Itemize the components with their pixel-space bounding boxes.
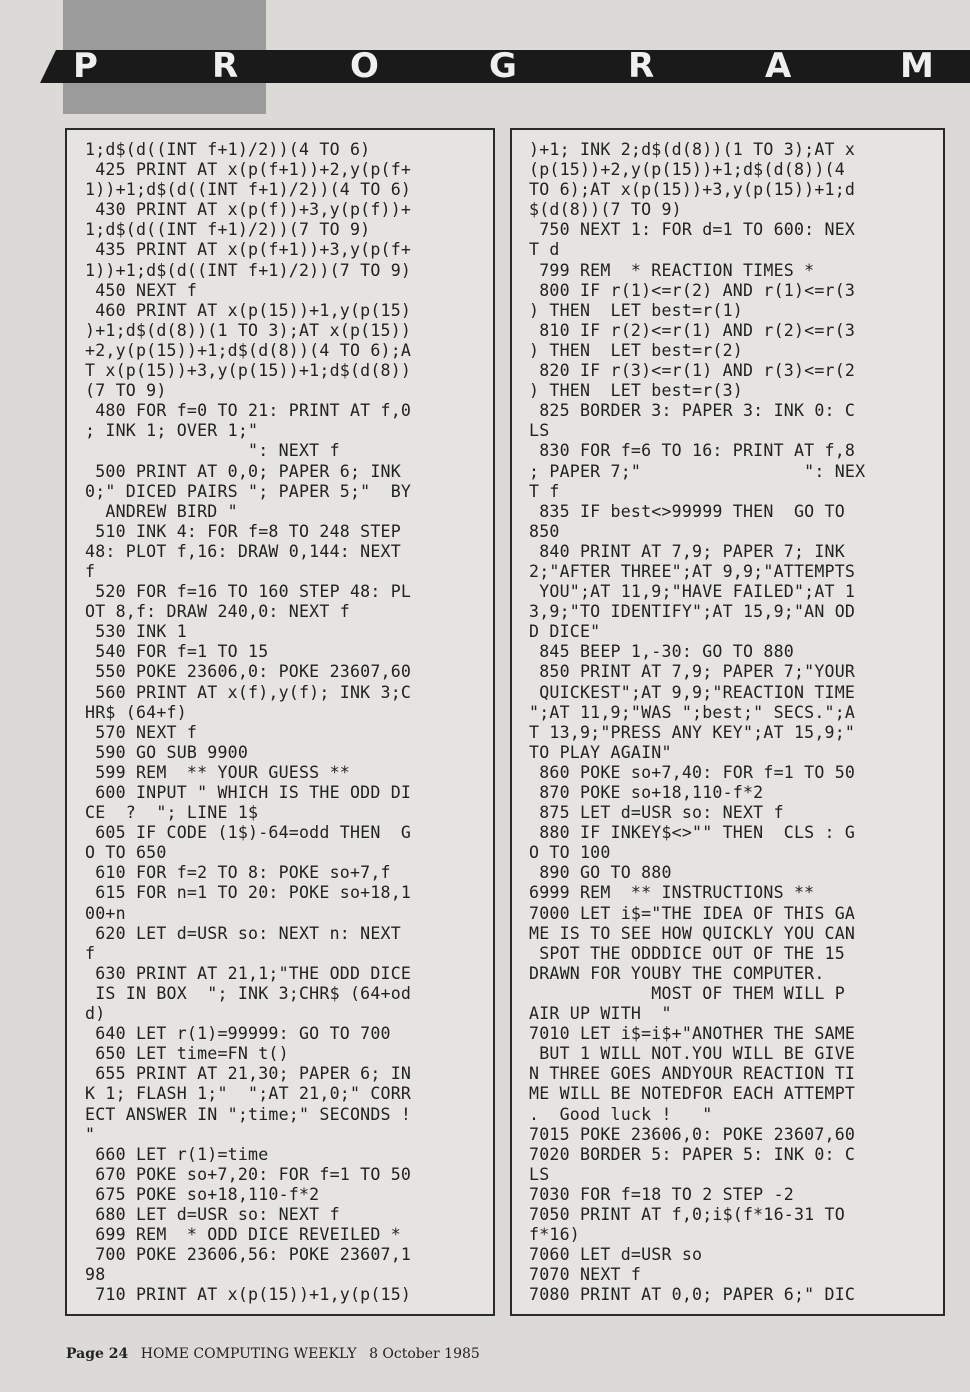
- basic-listing-left: 1;d$(d((INT f+1)/2))(4 TO 6) 425 PRINT AT x(p(f+1))+2,y(p(f+ 1))+1;d$(d((INT f+1)/2))(4 TO 6) 430 PRINT AT x(p(f))+3,y(p(f))+ 1;d$(d((INT f+1)/2))(7 TO 9) 435 PRINT AT x(p(f+1))+3,y(p(f+ 1))+1;d$(d((INT f+1)/2))(7 TO 9) 450 NEXT f 460 PRINT AT x(p(15))+1,y(p(15) )+1;d$(d(8))(1 TO 3);AT x(p(15)) +2,y(p(15))+1;d$(d(8))(4 TO 6);A T x(p(15))+3,y(p(15))+1;d$(d(8)) (7 TO 9) 480 FOR f=0 TO 21: PRINT AT f,0 ; INK 1; OVER 1;" ": NEXT f 500 PRINT AT 0,0; PAPER 6; INK 0;" DICED PAIRS "; PAPER 5;" BY ANDREW BIRD " 510 INK 4: FOR f=8 TO 248 STEP 48: PLOT f,16: DRAW 0,144: NEXT f 520 FOR f=16 TO 160 STEP 48: PL OT 8,f: DRAW 240,0: NEXT f 530 INK 1 540 FOR f=1 TO 15 550 POKE 23606,0: POKE 23607,60 560 PRINT AT x(f),y(f); INK 3;C HR$ (64+f) 570 NEXT f 590 GO SUB 9900 599 REM ** YOUR GUESS ** 600 INPUT " WHICH IS THE ODD DI CE ? "; LINE 1$ 605 IF CODE (1$)-64=odd THEN G O TO 650 610 FOR f=2 TO 8: POKE so+7,f 615 FOR n=1 TO 20: POKE so+18,1 00+n 620 LET d=USR so: NEXT n: NEXT f 630 PRINT AT 21,1;"THE ODD DICE IS IN BOX "; INK 3;CHR$ (64+od d) 640 LET r(1)=99999: GO TO 700 650 LET time=FN t() 655 PRINT AT 21,30; PAPER 6; IN K 1; FLASH 1;" ";AT 21,0;" CORR ECT ANSWER IN ";time;" SECONDS ! " 660 LET r(1)=time 670 POKE so+7,20: FOR f=1 TO 50 675 POKE so+18,110-f*2 680 LET d=USR so: NEXT f 699 REM * ODD DICE REVEILED * 700 POKE 23606,56: POKE 23607,1 98 710 PRINT AT x(p(15))+1,y(p(15): [85, 140, 412, 1305]
- banner-letter: G: [489, 46, 517, 86]
- banner-letter: R: [628, 46, 655, 86]
- listing-column-right: [510, 128, 945, 1316]
- banner-letter: A: [765, 46, 792, 86]
- page-number: Page 24: [66, 1346, 129, 1362]
- banner-letter: R: [212, 46, 239, 86]
- banner-letter: O: [350, 46, 379, 86]
- page-footer: [66, 1346, 488, 1362]
- issue-date: 8 October 1985: [369, 1346, 480, 1362]
- publication-name: HOME COMPUTING WEEKLY: [140, 1346, 357, 1362]
- listing-column-left: [65, 128, 495, 1316]
- banner-letter: M: [900, 46, 934, 86]
- basic-listing-right: )+1; INK 2;d$(d(8))(1 TO 3);AT x (p(15))+2,y(p(15))+1;d$(d(8))(4 TO 6);AT x(p(15))+3,y(p(15))+1;d $(d(8))(7 TO 9) 750 NEXT 1: FOR d=1 TO 600: NEX T d 799 REM * REACTION TIMES * 800 IF r(1)<=r(2) AND r(1)<=r(3 ) THEN LET best=r(1) 810 IF r(2)<=r(1) AND r(2)<=r(3 ) THEN LET best=r(2) 820 IF r(3)<=r(1) AND r(3)<=r(2 ) THEN LET best=r(3) 825 BORDER 3: PAPER 3: INK 0: C LS 830 FOR f=6 TO 16: PRINT AT f,8 ; PAPER 7;" ": NEX T f 835 IF best<>99999 THEN GO TO 850 840 PRINT AT 7,9; PAPER 7; INK 2;"AFTER THREE";AT 9,9;"ATTEMPTS YOU";AT 11,9;"HAVE FAILED";AT 1 3,9;"TO IDENTIFY";AT 15,9;"AN OD D DICE" 845 BEEP 1,-30: GO TO 880 850 PRINT AT 7,9; PAPER 7;"YOUR QUICKEST";AT 9,9;"REACTION TIME ";AT 11,9;"WAS ";best;" SECS.";A T 13,9;"PRESS ANY KEY";AT 15,9;" TO PLAY AGAIN" 860 POKE so+7,40: FOR f=1 TO 50 870 POKE so+18,110-f*2 875 LET d=USR so: NEXT f 880 IF INKEY$<>"" THEN CLS : G O TO 100 890 GO TO 880 6999 REM ** INSTRUCTIONS ** 7000 LET i$="THE IDEA OF THIS GA ME IS TO SEE HOW QUICKLY YOU CAN SPOT THE ODDDICE OUT OF THE 15 DRAWN FOR YOUBY THE COMPUTER. MOST OF THEM WILL P AIR UP WITH " 7010 LET i$=i$+"ANOTHER THE SAME BUT 1 WILL NOT.YOU WILL BE GIVE N THREE GOES ANDYOUR REACTION TI ME WILL BE NOTEDFOR EACH ATTEMPT . Good luck ! " 7015 POKE 23606,0: POKE 23607,60 7020 BORDER 5: PAPER 5: INK 0: C LS 7030 FOR f=18 TO 2 STEP -2 7050 PRINT AT f,0;i$(f*16-31 TO f*16) 7060 LET d=USR so 7070 NEXT f 7080 PRINT AT 0,0; PAPER 6;" DIC: [529, 140, 866, 1305]
- banner-letter: P: [73, 46, 98, 86]
